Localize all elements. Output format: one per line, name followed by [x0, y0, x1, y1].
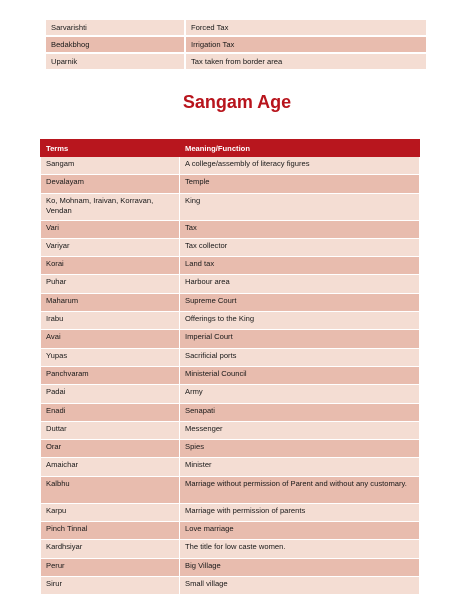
- meaning-cell: Tax taken from border area: [186, 54, 426, 69]
- meaning-cell: Love marriage: [180, 522, 420, 540]
- meaning-column-header: Meaning/Function: [180, 140, 420, 157]
- table-row: [41, 458, 420, 476]
- term-cell: Padai: [41, 385, 180, 403]
- table-row: [41, 275, 420, 293]
- previous-terms-table: [46, 18, 426, 71]
- term-cell: Sirur: [41, 576, 180, 594]
- table-header-row: [41, 140, 420, 157]
- meaning-cell: Senapati: [180, 403, 420, 421]
- term-cell: Devalayam: [41, 175, 180, 193]
- term-cell: Ko, Mohnam, Iraivan, Korravan, Vendan: [41, 193, 180, 220]
- term-cell: Panchvaram: [41, 366, 180, 384]
- meaning-cell: Imperial Court: [180, 330, 420, 348]
- meaning-cell: Land tax: [180, 257, 420, 275]
- term-cell: Pinch Tinnal: [41, 522, 180, 540]
- meaning-cell: A college/assembly of literacy figures: [180, 157, 420, 175]
- term-cell: Duttar: [41, 421, 180, 439]
- table-row: [41, 157, 420, 175]
- terms-column-header: Terms: [41, 140, 180, 157]
- term-cell: Uparnik: [46, 54, 186, 69]
- term-cell: Maharum: [41, 293, 180, 311]
- term-cell: Irabu: [41, 312, 180, 330]
- meaning-cell: Army: [180, 385, 420, 403]
- term-cell: Vari: [41, 220, 180, 238]
- table-row: [41, 366, 420, 384]
- section-title: Sangam Age: [182, 92, 292, 112]
- table-row: [41, 522, 420, 540]
- meaning-cell: Temple: [180, 175, 420, 193]
- table-row: [41, 293, 420, 311]
- table-row: [41, 576, 420, 594]
- table-row: [41, 440, 420, 458]
- table-row: [41, 175, 420, 193]
- meaning-cell: Spies: [180, 440, 420, 458]
- term-cell: Bedakbhog: [46, 37, 186, 52]
- term-cell: Amaichar: [41, 458, 180, 476]
- meaning-cell: Small village: [180, 576, 420, 594]
- meaning-cell: Offerings to the King: [180, 312, 420, 330]
- table-row: [41, 558, 420, 576]
- meaning-cell: Harbour area: [180, 275, 420, 293]
- term-cell: Avai: [41, 330, 180, 348]
- table-row: [41, 257, 420, 275]
- meaning-cell: Ministerial Council: [180, 366, 420, 384]
- term-cell: Orar: [41, 440, 180, 458]
- meaning-cell: Irrigation Tax: [186, 37, 426, 52]
- term-cell: Kardhsiyar: [41, 540, 180, 558]
- meaning-cell: Tax collector: [180, 238, 420, 256]
- table-row: [41, 312, 420, 330]
- meaning-cell: King: [180, 193, 420, 220]
- table-row: [41, 193, 420, 220]
- meaning-cell: Tax: [180, 220, 420, 238]
- table-row: [46, 37, 426, 52]
- table-row: [46, 54, 426, 69]
- meaning-cell: Messenger: [180, 421, 420, 439]
- term-cell: Korai: [41, 257, 180, 275]
- table-row: [41, 385, 420, 403]
- term-cell: Enadi: [41, 403, 180, 421]
- table-row: [41, 220, 420, 238]
- term-cell: Perur: [41, 558, 180, 576]
- table-row: [41, 403, 420, 421]
- term-cell: Sarvarishti: [46, 20, 186, 35]
- term-cell: Puhar: [41, 275, 180, 293]
- table-row: [41, 503, 420, 521]
- table-row: [46, 20, 426, 35]
- meaning-cell: Marriage with permission of parents: [180, 503, 420, 521]
- sangam-terms-table: [40, 139, 420, 595]
- meaning-cell: Supreme Court: [180, 293, 420, 311]
- meaning-cell: Minister: [180, 458, 420, 476]
- term-cell: Kalbhu: [41, 476, 180, 503]
- meaning-cell: Forced Tax: [186, 20, 426, 35]
- table-row: [41, 421, 420, 439]
- meaning-cell: Sacrificial ports: [180, 348, 420, 366]
- term-cell: Variyar: [41, 238, 180, 256]
- table-row: [41, 540, 420, 558]
- term-cell: Karpu: [41, 503, 180, 521]
- table-row: [41, 330, 420, 348]
- table-row: [41, 348, 420, 366]
- table-row: [41, 476, 420, 503]
- meaning-cell: Big Village: [180, 558, 420, 576]
- term-cell: Sangam: [41, 157, 180, 175]
- term-cell: Yupas: [41, 348, 180, 366]
- meaning-cell: The title for low caste women.: [180, 540, 420, 558]
- table-row: [41, 238, 420, 256]
- meaning-cell: Marriage without permission of Parent and without any customary.: [180, 476, 420, 503]
